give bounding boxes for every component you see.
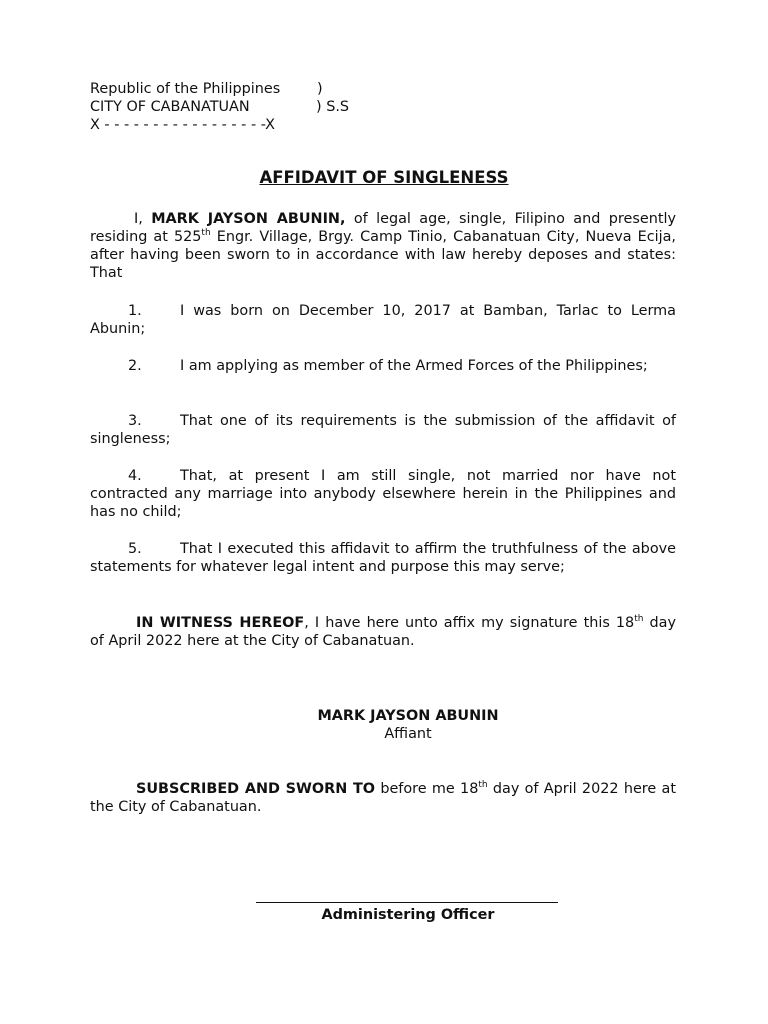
signature-line — [256, 902, 558, 903]
affiant-label: Affiant — [384, 726, 432, 742]
intro-prefix: I, — [134, 211, 143, 227]
list-item — [90, 467, 676, 521]
intro-sup: th — [201, 228, 211, 238]
affiant-name-inline: MARK JAYSON ABUNIN, — [151, 211, 346, 227]
venue-line-1 — [90, 80, 280, 98]
witness-paragraph — [90, 614, 676, 650]
item-number: 3. — [128, 413, 142, 429]
intro-paragraph — [90, 210, 676, 282]
venue-line-1-mark: ) — [317, 81, 323, 97]
witness-text-2: day of April 2022 here at the City of Cabanatuan. — [90, 615, 676, 649]
venue-ss-mark: ) S.S — [316, 99, 350, 115]
venue-separator: X - - - - - - - - - - - - - - - - -X — [90, 117, 276, 133]
list-item — [90, 412, 676, 448]
list-item — [90, 540, 676, 576]
affiant-name: MARK JAYSON ABUNIN — [317, 708, 499, 724]
intro-text-2: Engr. Village, Brgy. Camp Tinio, Cabanatuan City, Nueva Ecija, after having been sworn to in accordance with law hereby deposes and states: That — [90, 229, 677, 281]
venue-country: Republic of the Philippines — [90, 81, 281, 97]
item-text: That one of its requirements is the submission of the affidavit of singleness; — [90, 413, 676, 447]
item-text: That, at present I am still single, not married nor have not contracted any marriage into anybody elsewhere herein in the Philippines and has no child; — [90, 468, 676, 520]
item-number: 1. — [128, 303, 142, 319]
item-number: 5. — [128, 541, 142, 557]
sworn-text-1: before me 18 — [380, 781, 479, 797]
intro-text-1: of legal age, single, Filipino and presently residing at 525 — [90, 211, 676, 245]
list-item — [90, 357, 676, 375]
witness-heading: IN WITNESS HEREOF — [136, 615, 305, 631]
venue-city: CITY OF CABANATUAN — [90, 99, 250, 115]
item-text: That I executed this affidavit to affirm the truthfulness of the above statements for whatever legal intent and purpose this may serve; — [90, 541, 676, 575]
officer-label: Administering Officer — [321, 907, 495, 923]
item-number: 2. — [128, 358, 142, 374]
sworn-text-2: day of April 2022 here at the City of Cabanatuan. — [90, 781, 676, 815]
witness-sup: th — [634, 614, 644, 624]
list-item — [90, 302, 676, 338]
document-title: AFFIDAVIT OF SINGLENESS — [259, 168, 509, 187]
sworn-sup: th — [478, 780, 488, 790]
witness-text-1: , I have here unto affix my signature this 18 — [304, 615, 635, 631]
item-text: I was born on December 10, 2017 at Bamban, Tarlac to Lerma Abunin; — [90, 303, 676, 337]
item-number: 4. — [128, 468, 142, 484]
item-text: I am applying as member of the Armed Forces of the Philippines; — [180, 358, 648, 374]
sworn-paragraph — [90, 780, 676, 816]
sworn-heading: SUBSCRIBED AND SWORN TO — [136, 781, 376, 797]
